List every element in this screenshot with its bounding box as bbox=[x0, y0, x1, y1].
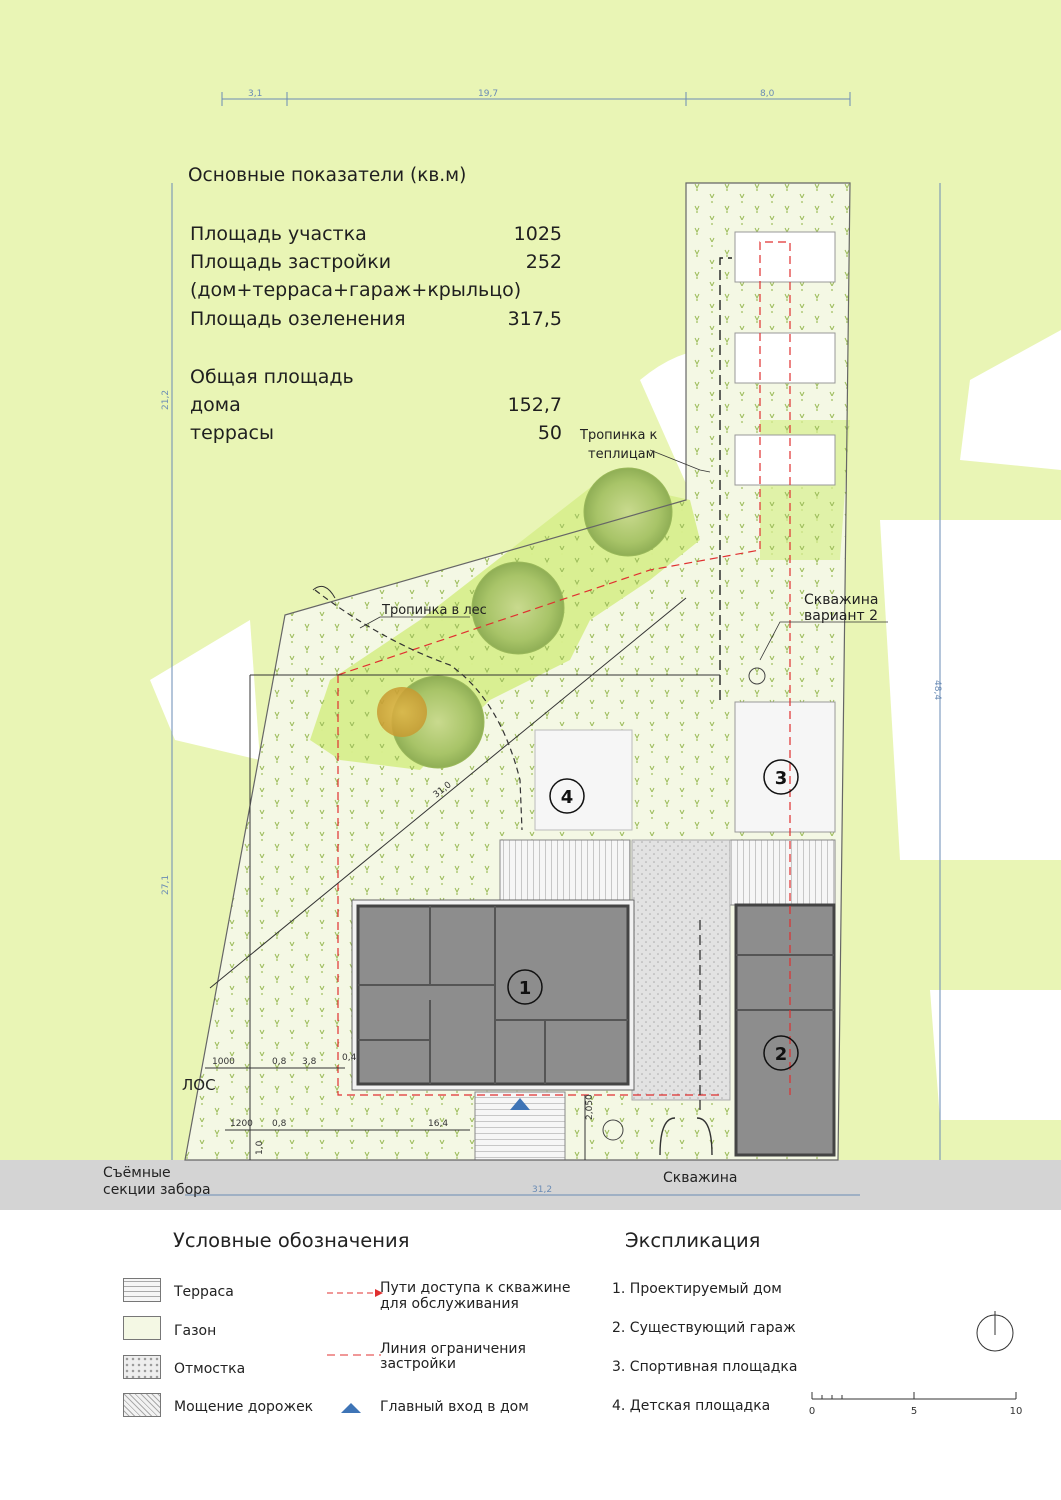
dim-left-2: 27,1 bbox=[161, 874, 171, 895]
stat-label: (дом+терраса+гараж+крыльцо) bbox=[190, 279, 522, 301]
terrace-swatch bbox=[123, 1278, 161, 1302]
legend-lawn: Газон bbox=[174, 1323, 217, 1339]
stats-title: Основные показатели (кв.м) bbox=[188, 165, 467, 186]
label-well-v2-2: вариант 2 bbox=[804, 608, 879, 624]
dim-small: 16,4 bbox=[428, 1119, 449, 1129]
legend-restriction-1: Линия ограничения bbox=[380, 1341, 526, 1357]
house-1 bbox=[358, 906, 628, 1084]
dim-top-2: 19,7 bbox=[478, 89, 499, 99]
stat-label: Общая площадь bbox=[190, 366, 354, 388]
legend-restriction-2: застройки bbox=[380, 1356, 456, 1372]
explication-item: 1. Проектируемый дом bbox=[612, 1281, 782, 1297]
dim-diagonal: 31,0 bbox=[431, 780, 454, 801]
dim-right: 48,4 bbox=[932, 680, 942, 701]
label-los: ЛОС bbox=[182, 1076, 216, 1094]
zone-number-4: 4 bbox=[560, 787, 574, 808]
label-fence-2: секции забора bbox=[103, 1182, 211, 1198]
terrace-garage bbox=[730, 840, 835, 905]
stat-value: 50 bbox=[537, 422, 562, 444]
legend-paving: Мощение дорожек bbox=[174, 1399, 314, 1415]
stat-row bbox=[190, 363, 568, 391]
dim-small: 1200 bbox=[230, 1119, 253, 1129]
zone-number-1: 1 bbox=[518, 978, 532, 999]
legend-title: Условные обозначения bbox=[173, 1229, 410, 1252]
legend-entrance: Главный вход в дом bbox=[380, 1399, 529, 1415]
dim-top-3: 8,0 bbox=[760, 89, 775, 99]
label-fence-1: Съёмные bbox=[103, 1165, 171, 1181]
greenhouse-3 bbox=[735, 435, 835, 485]
stat-row bbox=[190, 391, 568, 419]
driveway-paving bbox=[632, 840, 730, 1100]
stat-label: Площадь застройки bbox=[190, 251, 392, 273]
garage-2 bbox=[736, 905, 834, 1155]
label-path-forest: Тропинка в лес bbox=[382, 603, 487, 618]
stat-label: Площадь участка bbox=[190, 223, 367, 245]
explication-item: 4. Детская площадка bbox=[612, 1398, 771, 1414]
stat-label: дома bbox=[190, 394, 241, 416]
stat-value: 152,7 bbox=[507, 394, 562, 416]
dim-small: 0,8 bbox=[272, 1119, 287, 1129]
dim-bottom: 31,2 bbox=[532, 1185, 553, 1195]
stat-value: 1025 bbox=[513, 223, 562, 245]
legend-access-2: для обслуживания bbox=[380, 1296, 519, 1312]
greenhouse-1 bbox=[735, 232, 835, 282]
paving-swatch bbox=[123, 1393, 161, 1417]
label-well: Скважина bbox=[663, 1170, 738, 1186]
stat-row bbox=[190, 220, 568, 248]
scale-label: 5 bbox=[910, 1406, 918, 1417]
entrance-icon bbox=[341, 1403, 361, 1413]
zone-number-2: 2 bbox=[774, 1044, 788, 1065]
stat-value: 317,5 bbox=[507, 308, 562, 330]
sports-ground bbox=[735, 702, 835, 832]
explication-item: 3. Спортивная площадка bbox=[612, 1359, 798, 1375]
scale-label: 10 bbox=[1009, 1406, 1023, 1417]
legend-access-1: Пути доступа к скважине bbox=[380, 1280, 571, 1296]
dim-small: 1,0 bbox=[255, 1140, 265, 1155]
scale-bar bbox=[812, 1392, 1016, 1399]
dim-top-1: 3,1 bbox=[248, 89, 263, 99]
stat-label: Площадь озеленения bbox=[190, 308, 406, 330]
scale-label: 0 bbox=[808, 1406, 816, 1417]
stat-label: террасы bbox=[190, 422, 274, 444]
stat-value: 252 bbox=[525, 251, 562, 273]
lawn-swatch bbox=[123, 1316, 161, 1340]
stat-row bbox=[190, 305, 568, 333]
stat-row bbox=[190, 419, 568, 447]
terrace-main bbox=[500, 840, 630, 905]
dim-small: 0,8 bbox=[272, 1057, 287, 1067]
tree-icon bbox=[377, 687, 427, 737]
stat-row bbox=[190, 276, 568, 304]
dim-small: 3,8 bbox=[302, 1057, 317, 1067]
explication-item: 2. Существующий гараж bbox=[612, 1320, 796, 1336]
tree-icon bbox=[584, 468, 672, 556]
legend-terrace: Терраса bbox=[174, 1284, 234, 1300]
label-path-greenhouse-1: Тропинка к bbox=[580, 428, 658, 443]
label-path-greenhouse-2: теплицам bbox=[588, 447, 656, 462]
explication-title: Экспликация bbox=[625, 1229, 761, 1252]
blind-area-swatch bbox=[123, 1355, 161, 1379]
stat-row bbox=[190, 248, 568, 276]
zone-number-3: 3 bbox=[774, 768, 788, 789]
legend-line-swatches bbox=[325, 1280, 385, 1420]
children-playground bbox=[535, 730, 632, 830]
dim-small: 0,4 bbox=[342, 1053, 357, 1063]
dim-small: 1000 bbox=[212, 1057, 235, 1067]
dim-small: 2,050 bbox=[585, 1094, 595, 1120]
label-well-v2-1: Скважина bbox=[804, 592, 879, 608]
greenhouse-2 bbox=[735, 333, 835, 383]
legend-blind-area: Отмостка bbox=[174, 1361, 246, 1377]
dim-left-1: 21,2 bbox=[161, 389, 171, 410]
